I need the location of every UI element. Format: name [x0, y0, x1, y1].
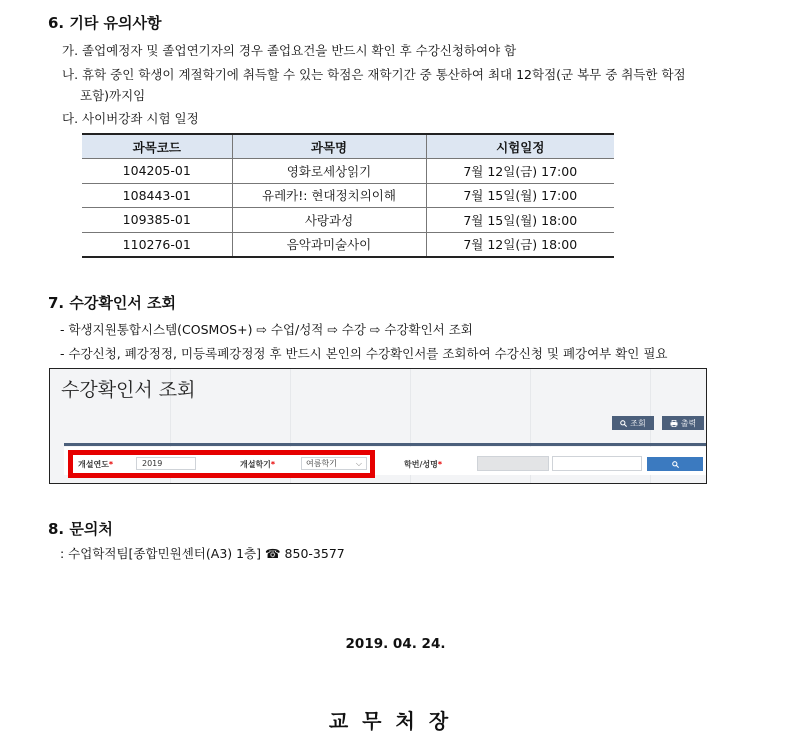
notice-item-da: 다. 사이버강좌 시험 일정	[62, 111, 199, 126]
section-8-heading: 8. 문의처	[48, 520, 113, 538]
lookup-button[interactable]	[612, 416, 654, 430]
year-label: 개설연도*	[78, 460, 114, 469]
table-row	[82, 208, 614, 233]
search-icon	[672, 461, 679, 468]
exam-time: 7월 15일(월) 18:00	[426, 208, 614, 233]
course-code: 109385-01	[82, 208, 232, 233]
table-header-row	[82, 134, 614, 159]
notice-item-ga: 가. 졸업예정자 및 졸업연기자의 경우 졸업요건을 반드시 확인 후 수강신청하여야 함	[62, 43, 517, 58]
document-date: 2019. 04. 24.	[345, 636, 446, 652]
exam-time: 7월 15일(월) 17:00	[426, 183, 614, 208]
student-name-field[interactable]	[552, 456, 642, 471]
student-id-field[interactable]	[477, 456, 549, 471]
table-row	[82, 159, 614, 184]
confirmation-note: - 수강신청, 폐강정정, 미등록폐강정정 후 반드시 본인의 수강확인서를 조회하여 수강신청 및 폐강여부 확인 필요	[60, 346, 668, 361]
table-row	[82, 232, 614, 257]
course-name: 사랑과성	[232, 208, 426, 233]
course-code: 110276-01	[82, 232, 232, 257]
course-name: 유레카!: 현대정치의이해	[232, 183, 426, 208]
contact-info: : 수업학적팀[종합민원센터(A3) 1층] ☎ 850-3577	[60, 546, 345, 561]
notice-item-na: 나. 휴학 중인 학생이 계절학기에 취득할 수 있는 학점은 재학기간 중 통산하여 최대 12학점(군 복무 중 취득한 학점	[62, 67, 686, 82]
print-button[interactable]	[662, 416, 704, 430]
exam-time: 7월 12일(금) 17:00	[426, 159, 614, 184]
chevron-down-icon: ⌵	[355, 459, 362, 468]
term-value: 여름학기	[306, 459, 337, 468]
course-name: 영화로세상읽기	[232, 159, 426, 184]
section-6-heading: 6. 기타 유의사항	[48, 14, 162, 32]
term-label: 개설학기*	[240, 460, 276, 469]
filter-top-bar	[64, 443, 706, 446]
search-button[interactable]	[647, 457, 703, 471]
column-header-code: 과목코드	[82, 134, 232, 159]
student-label: 학번/성명*	[404, 460, 443, 469]
course-code: 104205-01	[82, 159, 232, 184]
lookup-button-label: 조회	[630, 418, 646, 428]
column-header-name: 과목명	[232, 134, 426, 159]
notice-item-na-cont: 포함)까지임	[80, 88, 146, 103]
print-button-label: 출력	[680, 418, 697, 428]
exam-schedule-table	[82, 133, 614, 258]
navigation-path: - 학생지원통합시스템(COSMOS+) ⇨ 수업/성적 ⇨ 수강 ⇨ 수강확인서 조회	[60, 322, 473, 337]
table-row	[82, 183, 614, 208]
term-select[interactable]	[301, 457, 367, 470]
screenshot-title: 수강확인서 조회	[61, 379, 196, 401]
column-header-schedule: 시험일정	[426, 134, 614, 159]
search-icon	[620, 420, 627, 427]
exam-time: 7월 12일(금) 18:00	[426, 232, 614, 257]
embedded-screenshot	[49, 368, 707, 484]
printer-icon	[670, 420, 678, 427]
section-7-heading: 7. 수강확인서 조회	[48, 294, 177, 312]
year-value: 2019	[142, 459, 163, 468]
course-code: 108443-01	[82, 183, 232, 208]
course-name: 음악과미술사이	[232, 232, 426, 257]
signatory: 교무처장	[328, 709, 463, 733]
